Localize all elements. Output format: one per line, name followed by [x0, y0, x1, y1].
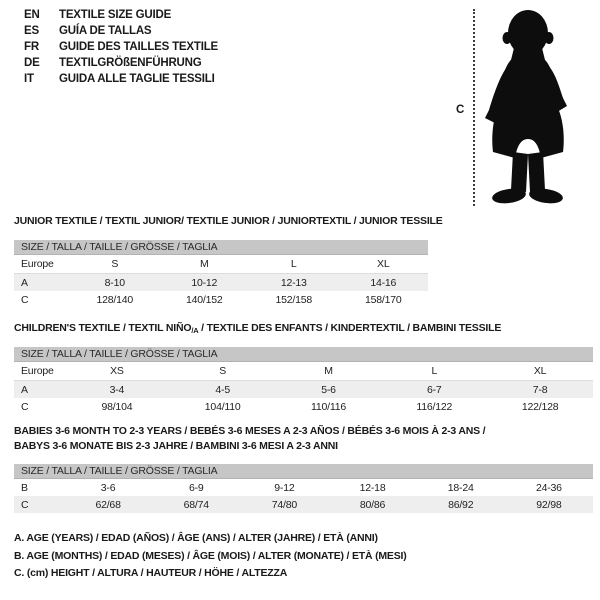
- table-row: [14, 362, 593, 381]
- table-cell: 140/152: [185, 293, 223, 306]
- row-label: C: [21, 400, 29, 413]
- table-row: [14, 479, 593, 497]
- children-size-table: [14, 347, 593, 415]
- table-cell: 12-13: [249, 274, 339, 292]
- table-cell: 110/116: [310, 400, 346, 413]
- table-cell: 68/74: [152, 496, 240, 513]
- guide-title: GUIDE DES TAILLES TEXTILE: [59, 41, 218, 53]
- size-header-row: [14, 464, 593, 479]
- table-cell: XL: [339, 255, 429, 274]
- row-label: Europe: [14, 255, 70, 274]
- legend-footnotes: [14, 530, 407, 583]
- table-cell: 98/104: [101, 400, 133, 413]
- table-cell: 4-5: [170, 381, 276, 399]
- table-cell: 128/140: [96, 293, 134, 306]
- baby-silhouette-icon: [483, 6, 588, 208]
- row-label: A: [14, 274, 70, 292]
- language-code: IT: [24, 73, 34, 85]
- table-cell: 62/68: [64, 496, 152, 513]
- table-cell: 3-6: [100, 481, 116, 494]
- children-title-pre: CHILDREN'S TEXTILE / TEXTIL NIÑO: [14, 322, 192, 334]
- table-cell: M: [276, 362, 382, 381]
- table-cell: 3-4: [64, 381, 170, 399]
- footnote-height-cm: C. (cm) HEIGHT / ALTURA / HAUTEUR / HÖHE / ALTEZZA: [14, 567, 288, 579]
- guide-title: GUÍA DE TALLAS: [59, 25, 152, 37]
- size-header-cell: SIZE / TALLA / TAILLE / GRÖSSE / TAGLIA: [14, 464, 593, 479]
- children-section-title: [14, 321, 501, 338]
- table-cell: 92/98: [505, 496, 593, 513]
- list-item: [24, 7, 218, 23]
- table-cell: 80/86: [328, 496, 416, 513]
- table-row: [14, 381, 593, 399]
- table-row: [14, 291, 428, 308]
- table-cell: 9-12: [274, 481, 295, 494]
- babies-size-table: [14, 464, 593, 513]
- table-cell: 5-6: [276, 381, 382, 399]
- babies-section-title: [14, 424, 485, 454]
- height-measure-line: [473, 9, 475, 206]
- children-title-subscript: /A: [191, 326, 199, 335]
- row-label: C: [21, 293, 29, 306]
- table-cell: 6-9: [188, 481, 204, 494]
- footnote-age-years: A. AGE (YEARS) / EDAD (AÑOS) / ÂGE (ANS) / ALTER (JAHRE) / ETÀ (ANNI): [14, 532, 378, 544]
- table-row: [14, 274, 428, 292]
- table-cell: 158/170: [364, 293, 402, 306]
- row-label: C: [14, 496, 64, 513]
- table-cell: S: [170, 362, 276, 381]
- table-cell: 116/122: [416, 400, 453, 413]
- size-header-row: [14, 240, 428, 255]
- table-cell: 86/92: [417, 496, 505, 513]
- table-cell: 152/158: [275, 293, 313, 306]
- table-row: [14, 398, 593, 415]
- table-cell: XS: [64, 362, 170, 381]
- size-header-cell: SIZE / TALLA / TAILLE / GRÖSSE / TAGLIA: [14, 347, 593, 362]
- table-cell: 24-36: [535, 481, 562, 494]
- language-code: FR: [24, 41, 39, 53]
- guide-title: GUIDA ALLE TAGLIE TESSILI: [59, 73, 215, 85]
- guide-title: TEXTILGRÖßENFÜHRUNG: [59, 57, 202, 69]
- table-cell: 12-18: [359, 481, 386, 494]
- row-label: B: [21, 481, 28, 494]
- list-item: [24, 71, 218, 87]
- table-cell: 7-8: [487, 381, 593, 399]
- table-cell: S: [70, 255, 160, 274]
- table-cell: 10-12: [160, 274, 250, 292]
- table-cell: L: [381, 362, 487, 381]
- row-label: Europe: [14, 362, 64, 381]
- table-cell: 74/80: [240, 496, 328, 513]
- table-cell: 6-7: [381, 381, 487, 399]
- junior-section-title: JUNIOR TEXTILE / TEXTIL JUNIOR/ TEXTILE JUNIOR / JUNIORTEXTIL / JUNIOR TESSILE: [14, 215, 443, 227]
- list-item: [24, 55, 218, 71]
- table-cell: 122/128: [521, 400, 559, 413]
- footnote-age-months: B. AGE (MONTHS) / EDAD (MESES) / ÂGE (MOIS) / ALTER (MONATE) / ETÀ (MESI): [14, 549, 407, 562]
- table-cell: 8-10: [70, 274, 160, 292]
- table-row: [14, 496, 593, 513]
- table-cell: M: [160, 255, 250, 274]
- table-cell: 14-16: [339, 274, 429, 292]
- babies-title-line2: BABYS 3-6 MONATE BIS 2-3 JAHRE / BAMBINI 3-6 MESI A 2-3 ANNI: [14, 440, 338, 452]
- size-header-cell: SIZE / TALLA / TAILLE / GRÖSSE / TAGLIA: [14, 240, 428, 255]
- height-measure-label: C: [456, 104, 465, 116]
- table-cell: L: [249, 255, 339, 274]
- babies-title-line1: BABIES 3-6 MONTH TO 2-3 YEARS / BEBÉS 3-6 MESES A 2-3 AÑOS / BÉBÉS 3-6 MOIS À 2-3 ANS /: [14, 425, 486, 437]
- language-code: DE: [24, 57, 40, 69]
- language-code: EN: [24, 9, 40, 21]
- language-title-list: [24, 7, 218, 87]
- size-header-row: [14, 347, 593, 362]
- list-item: [24, 39, 218, 55]
- language-code: ES: [24, 25, 39, 37]
- row-label: A: [14, 381, 64, 399]
- guide-title: TEXTILE SIZE GUIDE: [59, 9, 172, 21]
- table-cell: 104/110: [204, 400, 241, 413]
- table-cell: XL: [487, 362, 593, 381]
- children-title-post: / TEXTILE DES ENFANTS / KINDERTEXTIL / BAMBINI TESSILE: [198, 322, 502, 334]
- table-cell: 18-24: [447, 481, 474, 494]
- table-row: [14, 255, 428, 274]
- junior-size-table: [14, 240, 428, 308]
- list-item: [24, 23, 218, 39]
